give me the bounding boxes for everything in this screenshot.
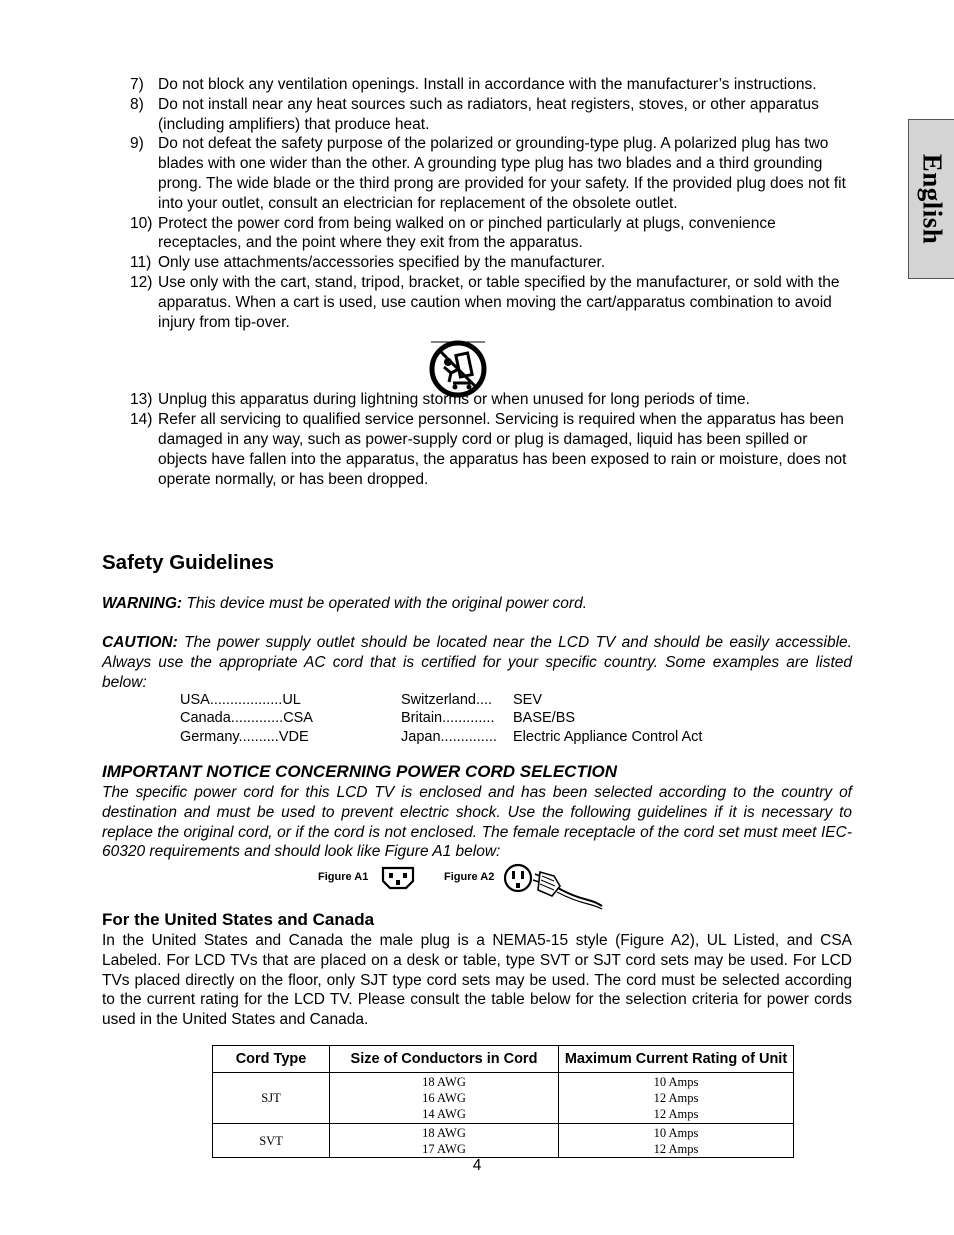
iec-receptacle-icon [380,865,416,891]
item-text: Do not defeat the safety purpose of the polarized or grounding-type plug. A polarized plug has two blades with one wider than the other. A grounding type plug has two blades and a third grounding prong. The wide blade or the third prong are provided for your safety. If the provided plug does not fit into your outlet, consult an electrician for replacement of the obsolete outlet. [158,135,846,212]
conductor-size-cell [330,1073,559,1124]
current-rating: 12 Amps [653,1107,699,1121]
list-item [130,95,850,135]
item-number: 14) [130,411,153,429]
country-row [180,691,702,709]
page-number: 4 [472,1157,482,1174]
caution-text: The power supply outlet should be located near the LCD TV and should be easily accessible. Always use the appropriate AC cord that is certified for your specific country. Some examples are listed below: [102,634,852,691]
item-text: Refer all servicing to qualified service personnel. Servicing is required when the apparatus has been damaged in any way, such as power-supply cord or plug is damaged, liquid has been spilled or objects have fallen into the apparatus, the apparatus has been exposed to rain or moisture, does not operate normally, or has been dropped. [158,411,847,488]
country-name: Switzerland.... [401,692,493,708]
power-cord-table [212,1045,794,1158]
country-cert-value: SEV [513,692,543,708]
list-item [130,214,850,254]
item-number: 9) [130,135,144,153]
list-item [130,75,850,95]
current-rating: 10 Amps [653,1125,699,1140]
country-cert-value: Electric Appliance Control Act [513,728,703,745]
language-tab-label: English [917,153,947,245]
item-text: Unplug this apparatus during lightning storms or when unused for long periods of time. [158,391,750,409]
current-rating-cell [559,1073,794,1124]
conductor-size-cell [330,1124,559,1158]
item-text: Only use attachments/accessories specified by the manufacturer. [158,254,606,272]
figure-a2-label: Figure A2 [444,871,495,883]
table-header-row [213,1046,794,1073]
nema-plug-icon [502,862,606,910]
warning-label: WARNING: [102,595,183,612]
country-name: Japan.............. [401,728,497,745]
safety-instructions-list [130,75,850,489]
warning-text: This device must be operated with the original power cord. [182,595,588,612]
item-text: Do not block any ventilation openings. Install in accordance with the manufacturer’s instructions. [158,76,817,93]
country-row [180,728,702,746]
cord-type-cell: SVT [213,1124,330,1158]
us-canada-heading: For the United States and Canada [102,910,375,929]
caution-label: CAUTION: [102,634,178,651]
conductor-size: 17 AWG [422,1141,466,1156]
item-text: Protect the power cord from being walked on or pinched particularly at plugs, convenience receptacles, and the point where they exit from the apparatus. [158,214,776,252]
current-rating: 12 Amps [653,1091,699,1105]
warning-paragraph [102,594,852,614]
item-text: Use only with the cart, stand, tripod, bracket, or table specified by the manufacturer, or sold with the apparatus. When a cart is used, use caution when moving the cart/apparatus combination to avoid injury from tip-over. [158,273,840,331]
country-cert: Canada.............CSA [180,710,313,727]
figure-a1-label: Figure A1 [318,871,369,883]
conductor-size: 18 AWG [422,1075,466,1089]
list-item [130,410,850,489]
list-item [130,134,850,213]
cord-type-cell: SJT [213,1073,330,1124]
column-header: Size of Conductors in Cord [330,1046,559,1073]
list-item [130,253,850,273]
current-rating: 10 Amps [653,1075,699,1089]
item-number: 10) [130,214,153,232]
list-item [130,273,850,332]
current-rating: 12 Amps [653,1141,699,1156]
language-tab[interactable] [908,119,954,279]
item-number: 13) [130,391,153,409]
table-row [213,1124,794,1158]
plug-figures [318,862,618,912]
conductor-size: 18 AWG [422,1125,466,1140]
current-rating-cell [559,1124,794,1158]
notice-heading: IMPORTANT NOTICE CONCERNING POWER CORD SELECTION [102,762,618,781]
country-row [180,709,702,727]
country-cert: Germany..........VDE [180,728,309,745]
item-text: Do not install near any heat sources such as radiators, heat registers, stoves, or other apparatus (including amplifiers) that produce heat. [158,95,819,133]
section-heading-safety-guidelines: Safety Guidelines [102,551,275,574]
us-canada-body: In the United States and Canada the male plug is a NEMA5-15 style (Figure A2), UL Listed, and CSA Labeled. For LCD TVs that are placed on a desk or table, type SVT or SJT cord sets may be used. For LCD TVs placed directly on the floor, only SJT type cord sets may be used. The cord must be selected according to the current rating for the LCD TV. Please consult the table below for the selection criteria for power cords used in the United States and Canada. [102,932,852,1029]
country-name: Britain............. [401,710,495,727]
item-number: 12) [130,273,153,291]
country-certification-list [180,691,702,746]
item-number: 8) [130,95,144,113]
conductor-size: 16 AWG [422,1091,466,1105]
cart-warning-figure [130,332,850,390]
item-number: 11) [130,254,152,272]
list-item [130,390,850,410]
column-header: Cord Type [213,1046,330,1073]
caution-paragraph [102,633,852,692]
country-cert-value: BASE/BS [513,710,576,727]
country-cert: USA..................UL [180,692,301,708]
item-number: 7) [130,76,144,93]
table-row [213,1073,794,1124]
notice-body: The specific power cord for this LCD TV is enclosed and has been selected according to the country of destination and must be used to prevent electric shock. Use the following guidelines if it is necessary to replace the original cord, or if the cord is not enclosed. The female receptacle of the cord set must meet IEC-60320 requirements and should look like Figure A1 below: [102,784,852,861]
column-header: Maximum Current Rating of Unit [559,1046,794,1073]
conductor-size: 14 AWG [422,1107,466,1121]
